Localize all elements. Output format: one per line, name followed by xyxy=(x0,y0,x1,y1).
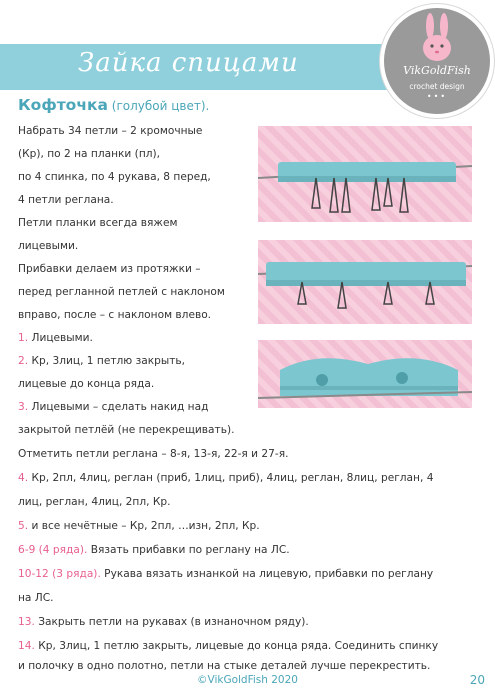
text-line: закрытой петлёй (не перекрещивать). xyxy=(18,424,235,436)
row-13 xyxy=(18,615,309,629)
text-line: на ЛС. xyxy=(18,592,54,604)
row-text: Лицевыми. xyxy=(28,332,93,344)
row-text: Рукава вязать изнанкой на лицевую, прибавки по реглану xyxy=(100,568,434,580)
copyright: ©VikGoldFish 2020 xyxy=(197,674,298,686)
text-line: Петли планки всегда вяжем xyxy=(18,217,178,229)
row-number: 14. xyxy=(18,640,35,652)
knitting-illustration-1 xyxy=(258,126,472,222)
text-line: 4 петли реглана. xyxy=(18,194,114,206)
row-number: 6-9 (4 ряда). xyxy=(18,544,88,556)
photo-raglan xyxy=(258,240,472,324)
row-text: Закрыть петли на рукавах (в изнаночном ряду). xyxy=(34,616,309,628)
page-number: 20 xyxy=(469,673,485,687)
row-number: 2. xyxy=(18,355,29,367)
text-line: по 4 спинка, по 4 рукава, 8 перед, xyxy=(18,171,211,183)
text-line: (Кр), по 2 на планки (пл), xyxy=(18,148,161,160)
row-text: Вязать прибавки по реглану на ЛС. xyxy=(87,544,290,556)
row-text: Кр, 3лиц, 1 петлю закрыть, лицевые до конца ряда. Соединить спинку xyxy=(34,640,439,652)
row-10-12 xyxy=(18,567,433,581)
row-5 xyxy=(18,519,260,533)
photo-buttonhole xyxy=(258,340,472,408)
bunny-icon xyxy=(420,12,454,64)
section-heading xyxy=(18,96,209,114)
text-line: лиц, реглан, 4лиц, 2пл, Кр. xyxy=(18,496,171,508)
row-number: 10-12 (3 ряда). xyxy=(18,568,101,580)
row-text: Кр, 2пл, 4лиц, реглан (приб, 1лиц, приб), 4лиц, реглан, 8лиц, реглан, 4 xyxy=(28,472,434,484)
heading-main: Кофточка xyxy=(18,96,108,114)
text-line: вправо, после – с наклоном влево. xyxy=(18,309,212,321)
text-line: и полочку в одно полотно, петли на стыке деталей лучше перекрестить. xyxy=(18,660,431,672)
row-number: 5. xyxy=(18,520,29,532)
text-line: Набрать 34 петли – 2 кромочные xyxy=(18,125,203,137)
text-line: Прибавки делаем из протяжки – xyxy=(18,263,201,275)
row-4 xyxy=(18,471,433,485)
logo-brand-text: VikGoldFish xyxy=(403,64,471,77)
text-line: перед регланной петлей с наклоном xyxy=(18,286,225,298)
row-number: 3. xyxy=(18,401,29,413)
knitting-illustration-3 xyxy=(258,340,472,408)
knitting-illustration-2 xyxy=(258,240,472,324)
photo-cast-on xyxy=(258,126,472,222)
logo-dots: ••• xyxy=(426,92,448,101)
text-line: лицевые до конца ряда. xyxy=(18,378,155,390)
row-6-9 xyxy=(18,543,290,557)
row-number: 13. xyxy=(18,616,35,628)
mark-instruction: Отметить петли реглана – 8-я, 13-я, 22-я и 27-я. xyxy=(18,448,289,460)
row-text: и все нечётные – Кр, 2пл, …изн, 2пл, Кр. xyxy=(28,520,260,532)
row-text: Кр, 3лиц, 1 петлю закрыть, xyxy=(28,355,185,367)
text-line: лицевыми. xyxy=(18,240,79,252)
row-text: Лицевыми – сделать накид над xyxy=(28,401,209,413)
page-title: Зайка спицами xyxy=(78,48,299,78)
row-1 xyxy=(18,331,93,345)
brand-logo xyxy=(380,4,494,118)
row-14 xyxy=(18,639,438,653)
logo-subtitle: crochet design xyxy=(409,82,465,91)
row-3 xyxy=(18,400,208,414)
row-2 xyxy=(18,354,185,368)
row-number: 4. xyxy=(18,472,29,484)
row-number: 1. xyxy=(18,332,29,344)
heading-sub: (голубой цвет). xyxy=(107,99,210,113)
